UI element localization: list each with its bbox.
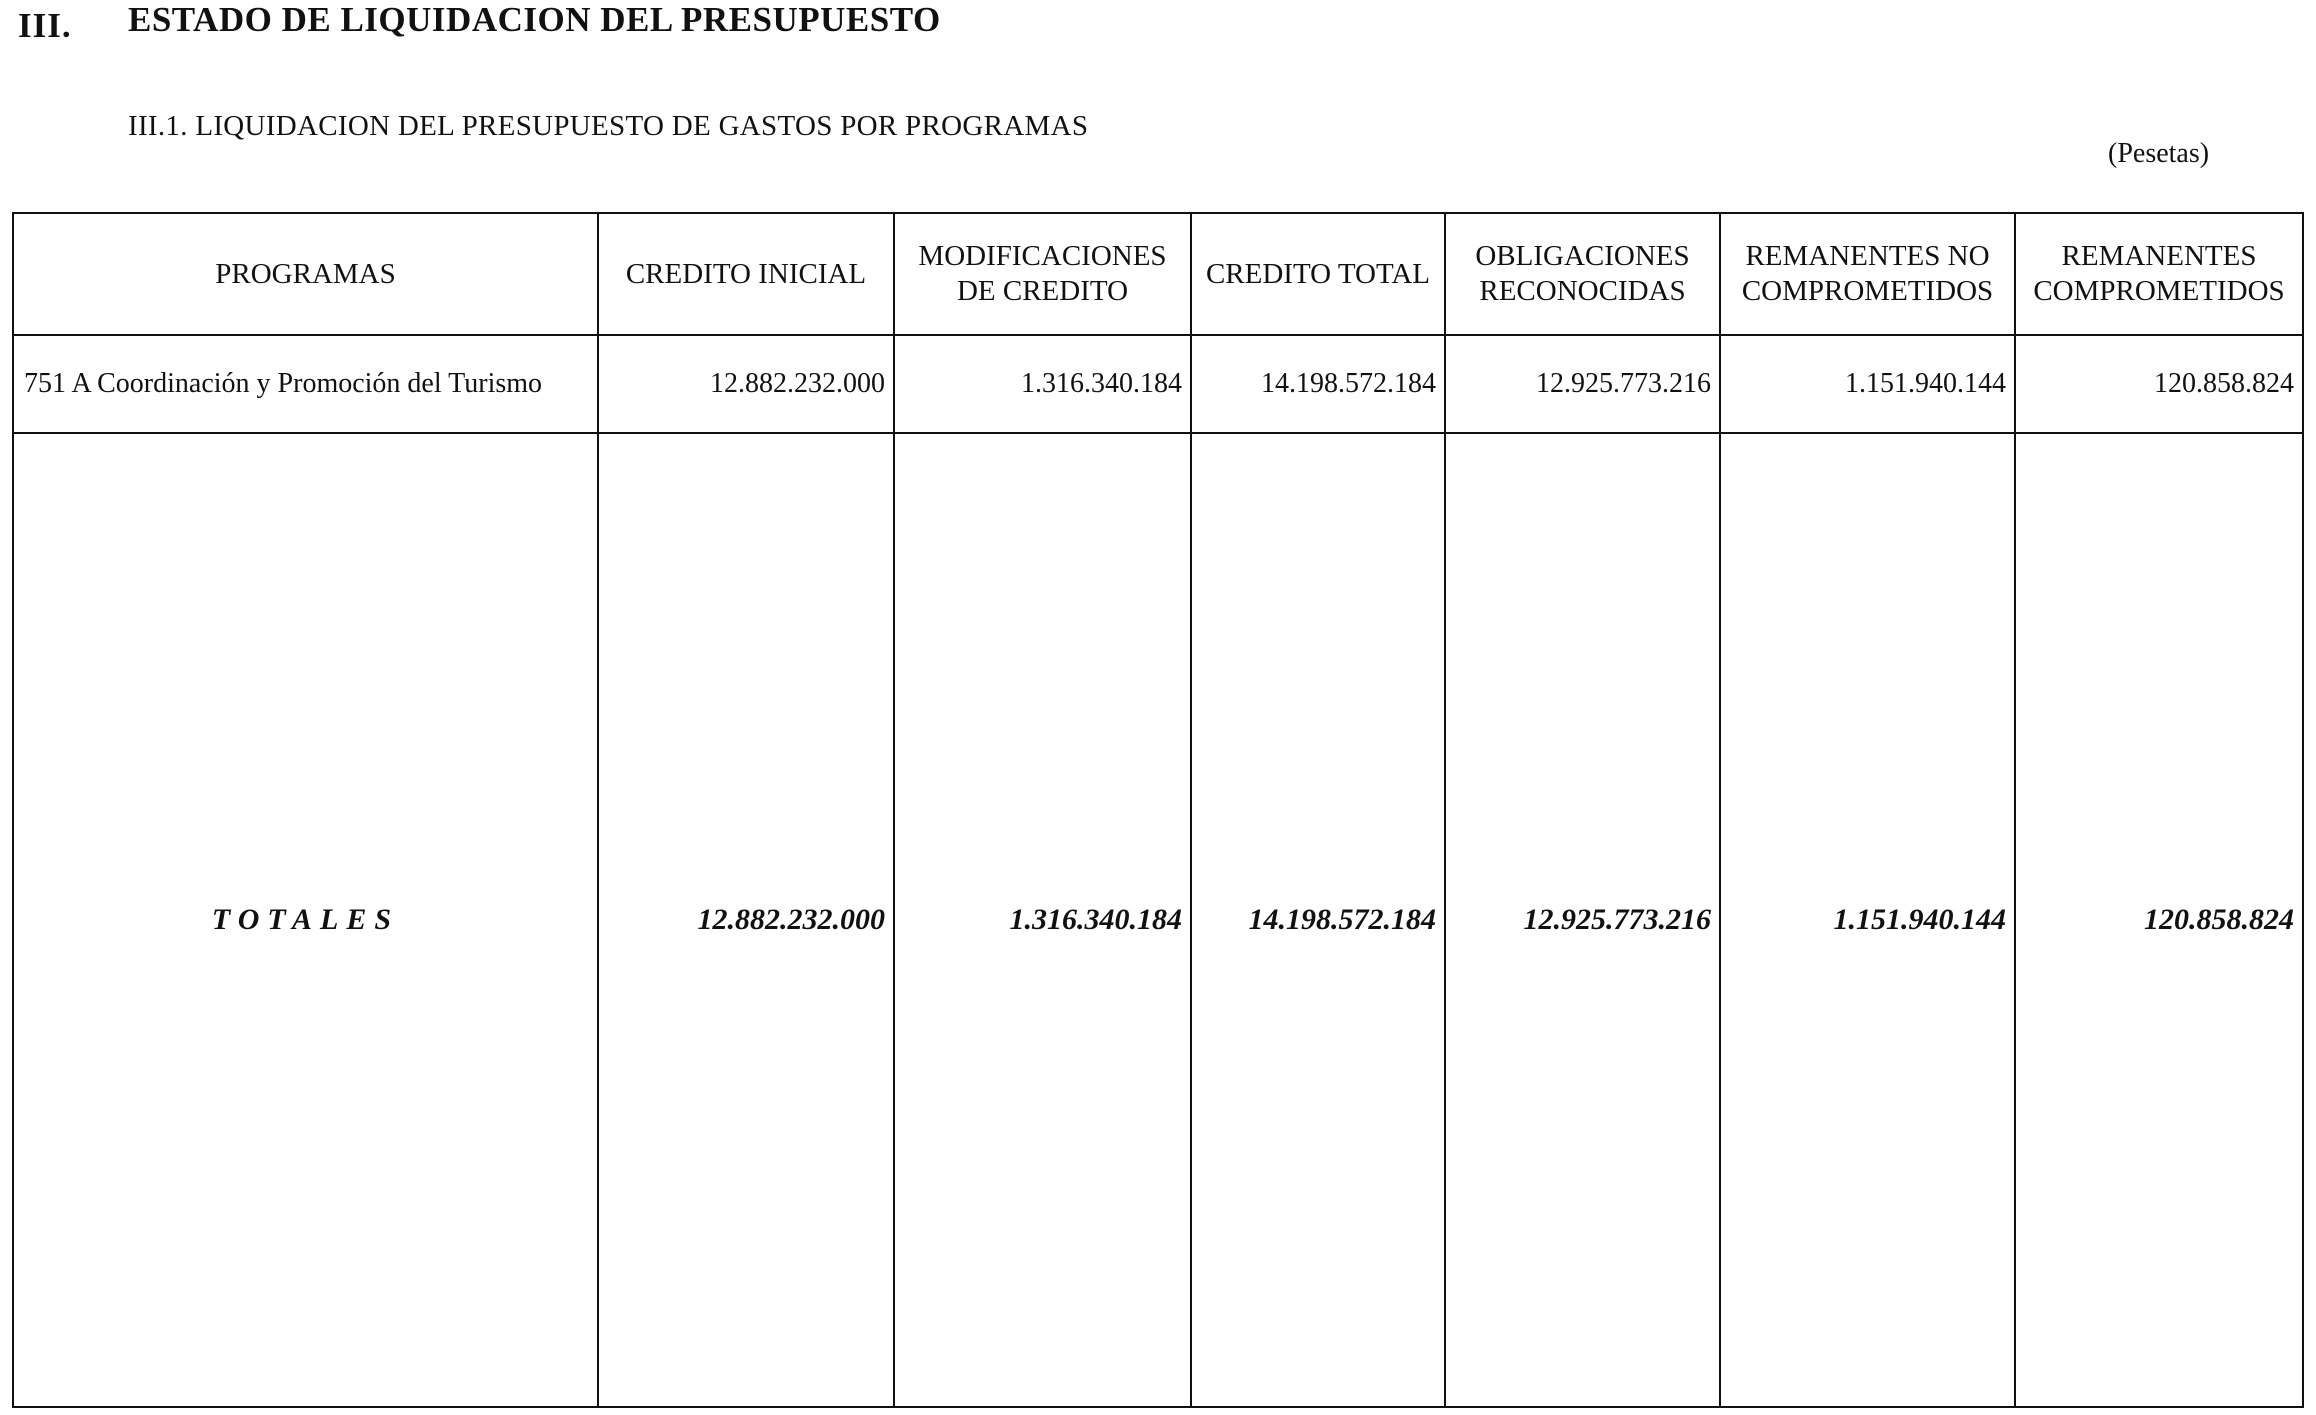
- column-header-obligaciones: OBLIGACIONES RECONOCIDAS: [1445, 213, 1720, 335]
- totals-row: [13, 433, 2303, 1407]
- modificaciones-value: 1.316.340.184: [894, 335, 1191, 433]
- totals-label: TOTALES: [13, 433, 598, 1407]
- remanentes-no-comprometidos-value: 1.151.940.144: [1720, 335, 2015, 433]
- program-name: 751 A Coordinación y Promoción del Turismo: [13, 335, 598, 433]
- table-row: [13, 335, 2303, 433]
- total-modificaciones: 1.316.340.184: [894, 433, 1191, 1407]
- total-remanentes-comprometidos: 120.858.824: [2015, 433, 2303, 1407]
- column-header-programas: PROGRAMAS: [13, 213, 598, 335]
- total-remanentes-no-comprometidos: 1.151.940.144: [1720, 433, 2015, 1407]
- total-credito-total: 14.198.572.184: [1191, 433, 1445, 1407]
- column-header-remanentes-comprometidos: REMANENTES COMPROMETIDOS: [2015, 213, 2303, 335]
- credito-inicial-value: 12.882.232.000: [598, 335, 894, 433]
- budget-table: [12, 212, 2304, 1408]
- section-number: III.: [18, 6, 72, 45]
- column-header-credito-inicial: CREDITO INICIAL: [598, 213, 894, 335]
- currency-units: (Pesetas): [2108, 138, 2210, 169]
- subsection-title: III.1. LIQUIDACION DEL PRESUPUESTO DE GASTOS POR PROGRAMAS: [128, 110, 1089, 142]
- credito-total-value: 14.198.572.184: [1191, 335, 1445, 433]
- total-credito-inicial: 12.882.232.000: [598, 433, 894, 1407]
- column-header-modificaciones: MODIFICACIONES DE CREDITO: [894, 213, 1191, 335]
- header-row: [13, 213, 2303, 335]
- obligaciones-value: 12.925.773.216: [1445, 335, 1720, 433]
- column-header-remanentes-no-comprometidos: REMANENTES NO COMPROMETIDOS: [1720, 213, 2015, 335]
- column-header-credito-total: CREDITO TOTAL: [1191, 213, 1445, 335]
- remanentes-comprometidos-value: 120.858.824: [2015, 335, 2303, 433]
- total-obligaciones: 12.925.773.216: [1445, 433, 1720, 1407]
- section-title: ESTADO DE LIQUIDACION DEL PRESUPUESTO: [128, 0, 941, 39]
